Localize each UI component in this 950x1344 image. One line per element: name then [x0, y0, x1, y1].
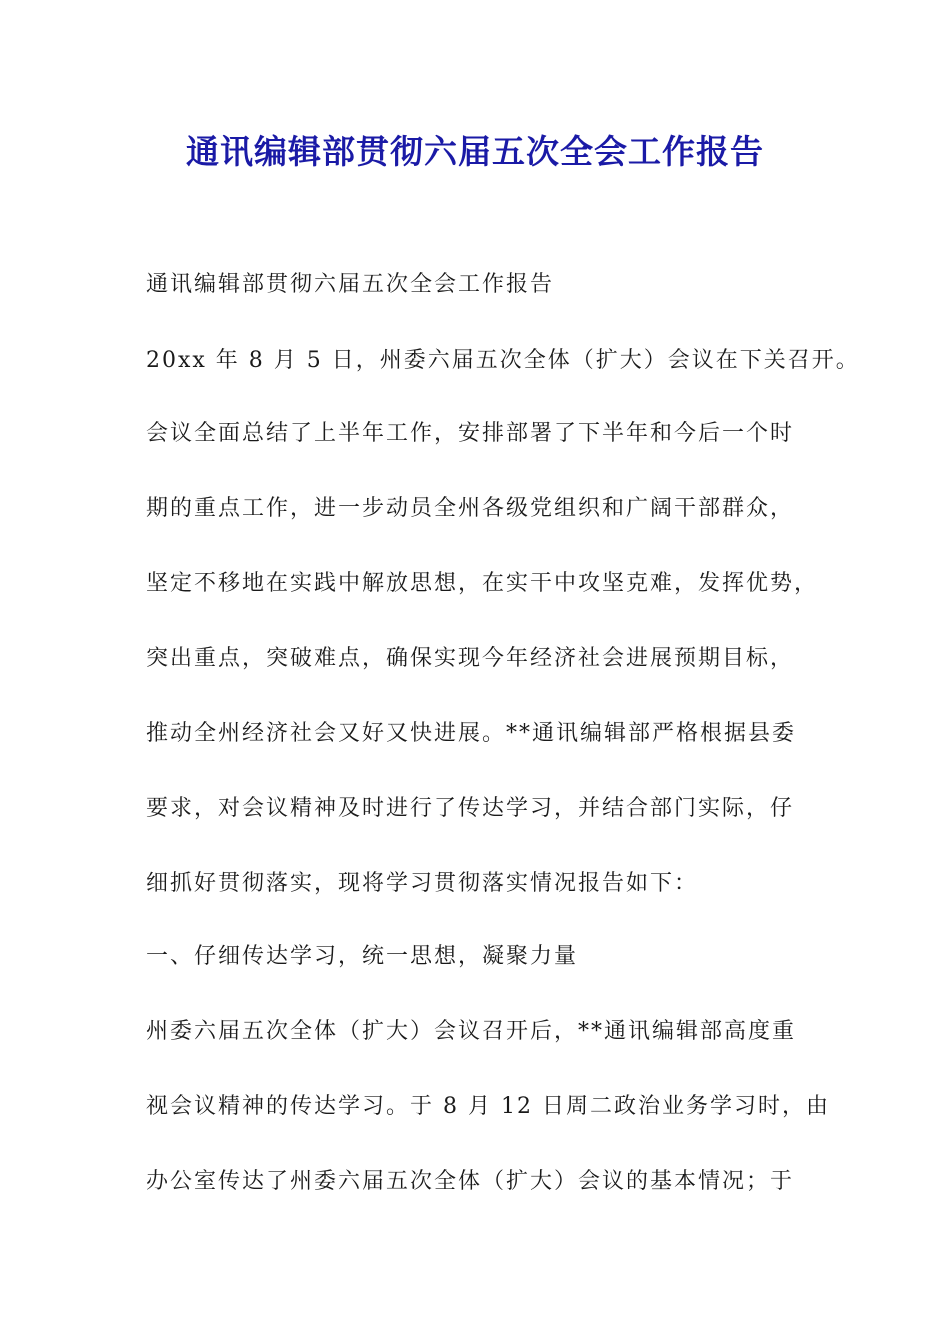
- body-line: 细抓好贯彻落实，现将学习贯彻落实情况报告如下：: [146, 871, 699, 896]
- body-line: 突出重点，突破难点，确保实现今年经济社会进展预期目标，: [146, 646, 795, 671]
- body-line: 要求，对会议精神及时进行了传达学习，并结合部门实际，仔: [146, 796, 795, 821]
- body-line: 会议全面总结了上半年工作，安排部署了下半年和今后一个时: [146, 421, 795, 446]
- document-title: 通讯编辑部贯彻六届五次全会工作报告: [186, 132, 764, 171]
- body-line: 办公室传达了州委六届五次全体（扩大）会议的基本情况；于: [146, 1169, 795, 1194]
- body-line: 20xx 年 8 月 5 日，州委六届五次全体（扩大）会议在下关召开。: [146, 348, 860, 373]
- body-line: 推动全州经济社会又好又快进展。**通讯编辑部严格根据县委: [146, 721, 797, 746]
- section-heading: 一、仔细传达学习，统一思想，凝聚力量: [146, 944, 579, 969]
- body-line: 通讯编辑部贯彻六届五次全会工作报告: [146, 272, 555, 297]
- body-line: 坚定不移地在实践中解放思想，在实干中攻坚克难，发挥优势，: [146, 571, 819, 596]
- body-line: 州委六届五次全体（扩大）会议召开后，**通讯编辑部高度重: [146, 1019, 797, 1044]
- body-line: 视会议精神的传达学习。于 8 月 12 日周二政治业务学习时，由: [146, 1094, 830, 1119]
- body-line: 期的重点工作，进一步动员全州各级党组织和广阔干部群众，: [146, 496, 795, 521]
